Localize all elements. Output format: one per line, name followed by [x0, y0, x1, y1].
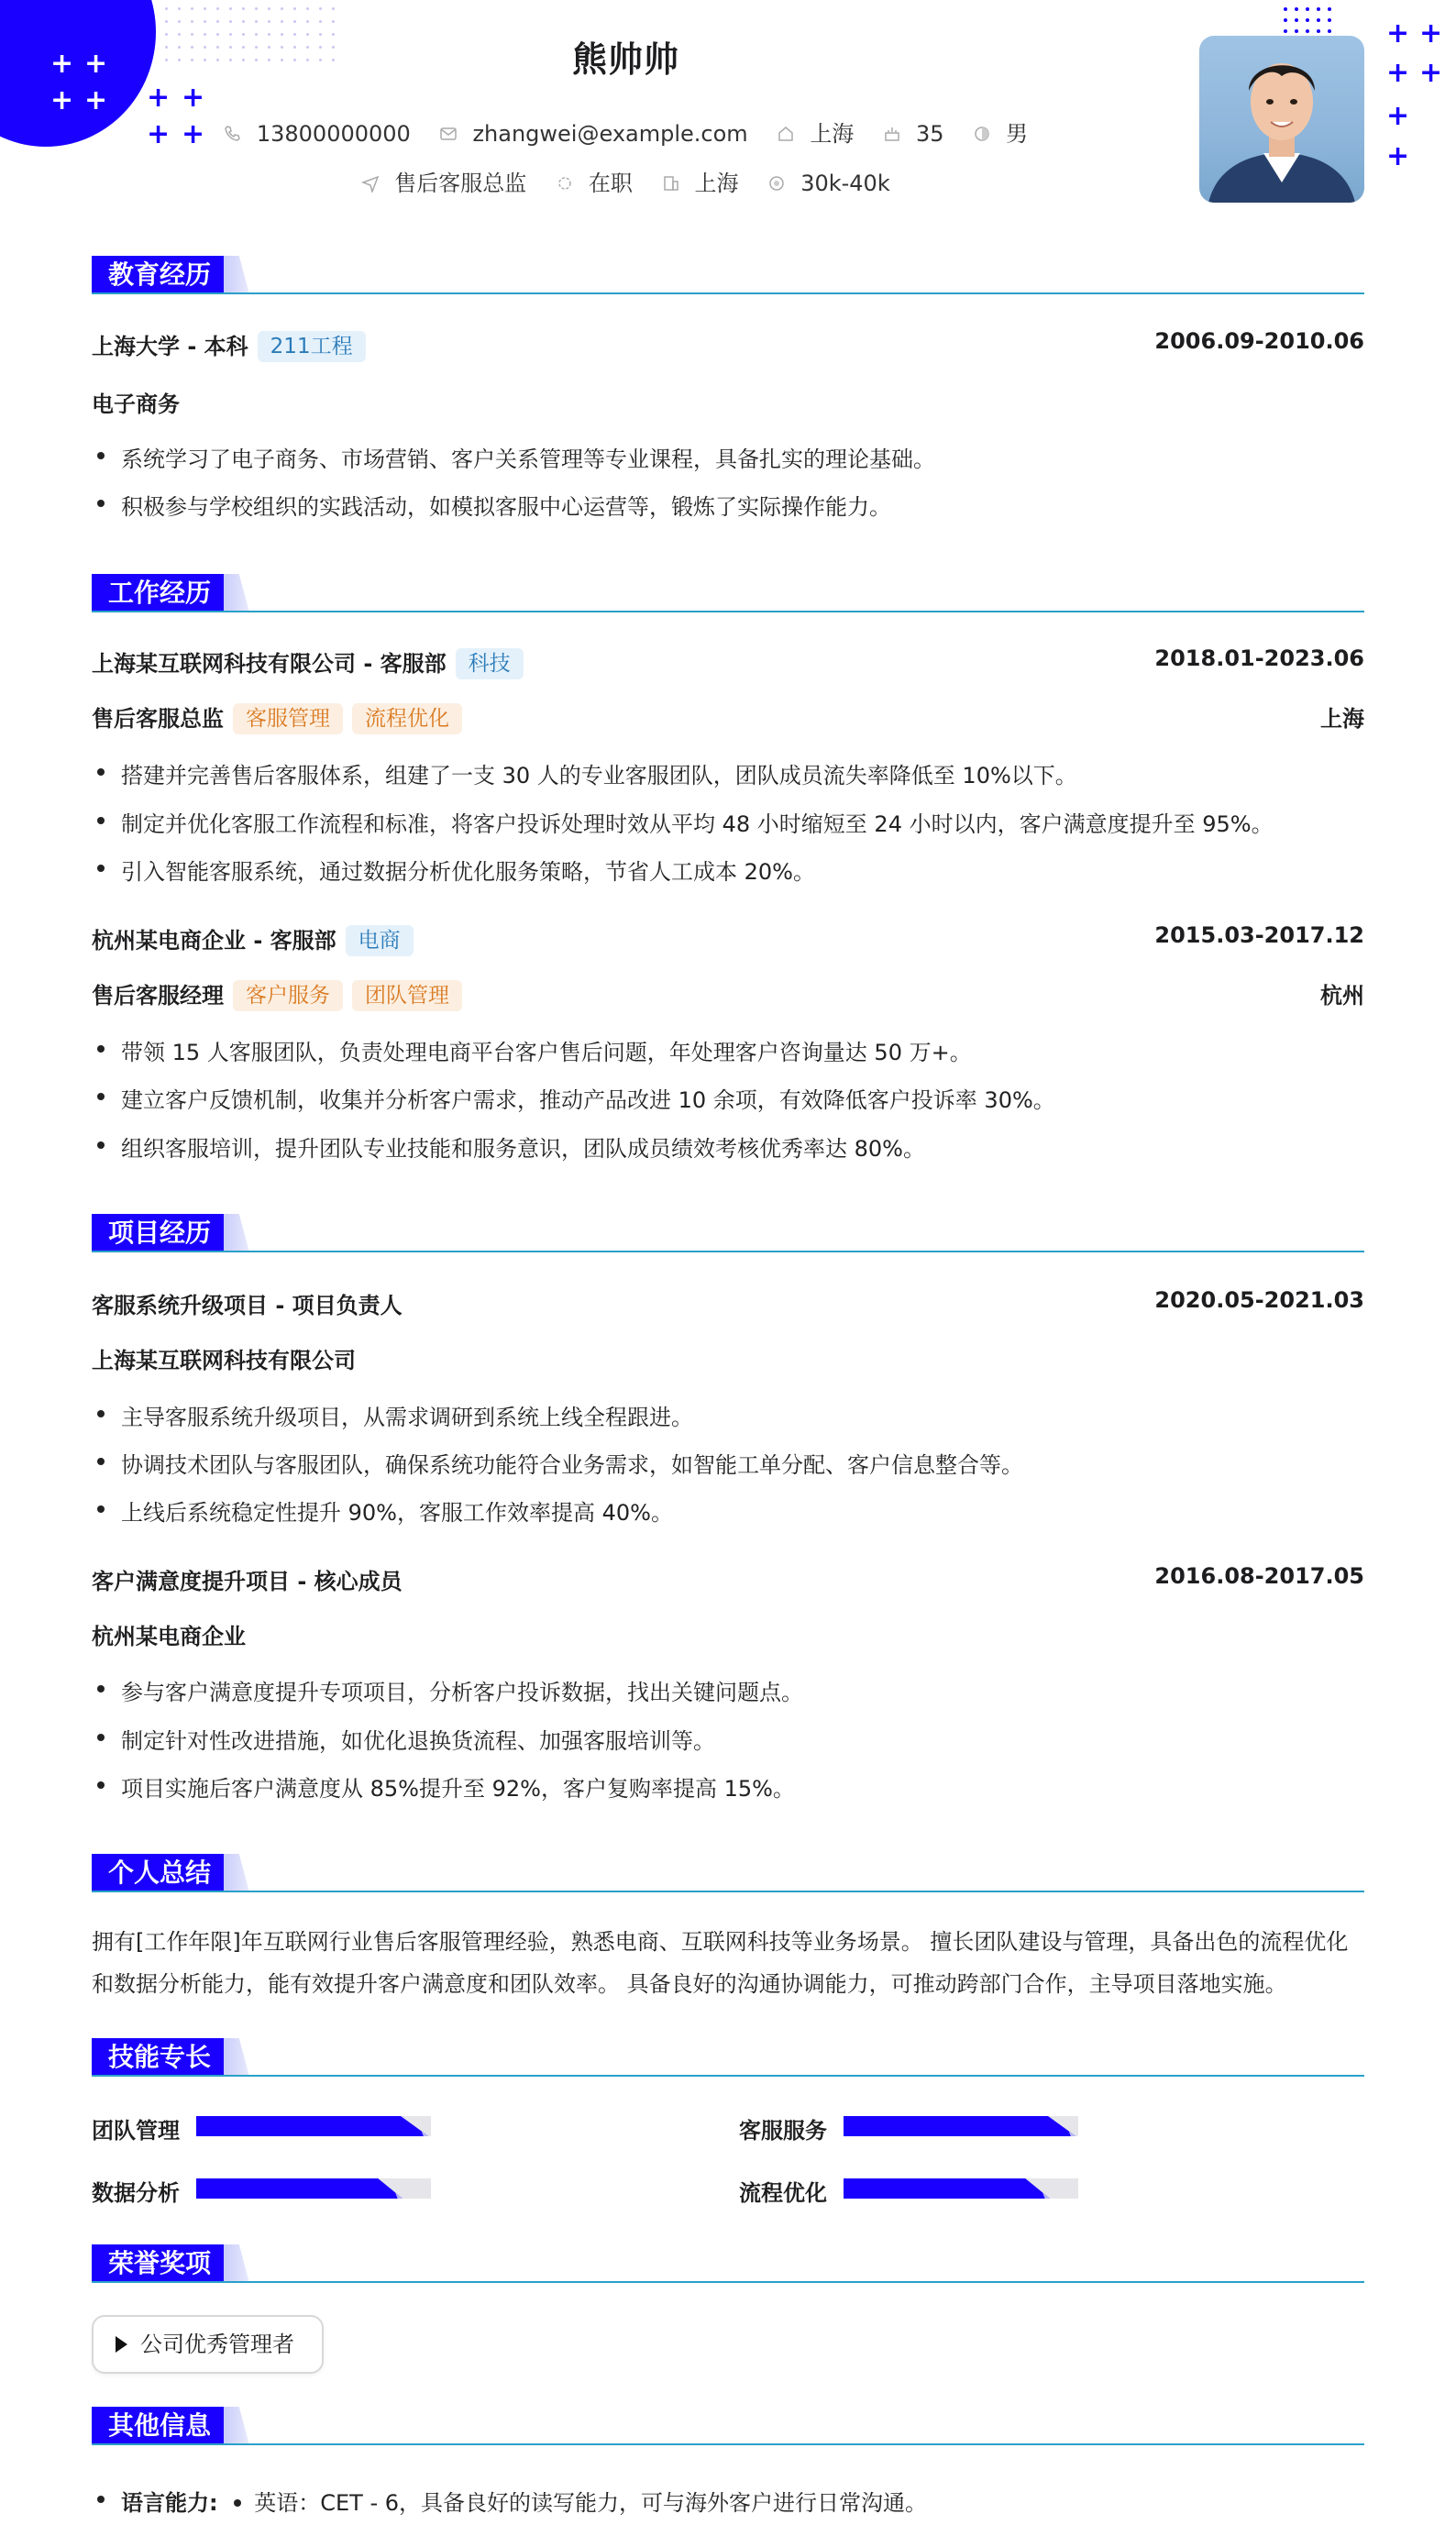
home-icon [777, 125, 795, 143]
list-item: 参与客户满意度提升专项项目，分析客户投诉数据，找出关键问题点。 [92, 1674, 1364, 1706]
company-name: 上海某互联网科技有限公司 - 客服部 [92, 651, 447, 677]
phone-item [224, 121, 411, 147]
project-date: 2016.08-2017.05 [1154, 1563, 1364, 1589]
dot [242, 20, 245, 23]
city-text: 上海 [694, 171, 739, 196]
plus-icon: + [1386, 17, 1410, 50]
dot [1317, 29, 1320, 33]
section-title-tail [224, 256, 249, 294]
section-title: 技能专长 [92, 2038, 227, 2077]
dot [1284, 18, 1287, 22]
status-icon [556, 174, 574, 193]
list-item: 协调技术团队与客服团队，确保系统功能符合业务需求，如智能工单分配、客户信息整合等。 [92, 1447, 1364, 1479]
dot [332, 20, 335, 23]
dot [1295, 7, 1298, 11]
section-title: 个人总结 [92, 1854, 227, 1892]
section-header-skills [92, 2038, 1364, 2084]
dot [1306, 18, 1309, 22]
work-place: 杭州 [1320, 983, 1364, 1009]
list-item: 建立客户反馈机制，收集并分析客户需求，推动产品改进 10 余项，有效降低客户投诉率 30%。 [92, 1082, 1364, 1114]
section-title-tail [224, 2244, 249, 2283]
play-triangle-icon [116, 2336, 127, 2353]
plus-icon: + [1386, 100, 1410, 132]
skill-badge: 团队管理 [352, 980, 462, 1011]
gender-item [973, 116, 1028, 148]
section-divider [92, 292, 1364, 294]
dot [216, 7, 219, 10]
skill-level-fill [196, 2116, 428, 2136]
dot [165, 7, 168, 10]
award-chip [92, 2315, 324, 2374]
location-text: 上海 [810, 121, 855, 147]
dot [306, 7, 309, 10]
plus-icon: + [1386, 140, 1410, 172]
work-entry-header [92, 922, 1364, 956]
send-icon [361, 174, 380, 193]
list-item: 系统学习了电子商务、市场营销、客户关系管理等专业课程，具备扎实的理论基础。 [92, 441, 1364, 473]
education-entry-header [92, 328, 1364, 362]
project-org: 杭州某电商企业 [92, 1624, 246, 1649]
dot [242, 7, 245, 10]
project-date: 2020.05-2021.03 [1154, 1287, 1364, 1313]
dot [319, 7, 322, 10]
dot [268, 20, 270, 23]
dot [204, 7, 206, 10]
plus-icon: + [1419, 57, 1443, 89]
dot [1306, 7, 1309, 11]
dot [165, 20, 168, 23]
education-date: 2006.09-2010.06 [1154, 328, 1364, 354]
skill-level-bar [196, 2116, 431, 2136]
skill-level-fill [844, 2178, 1050, 2199]
section-header-other [92, 2407, 1364, 2453]
dot [255, 20, 258, 23]
dot [1317, 18, 1320, 22]
section-divider [92, 2075, 1364, 2077]
school-name: 上海大学 - 本科 [92, 334, 248, 359]
dot [216, 20, 219, 23]
skill-item [92, 2112, 196, 2145]
dot [293, 20, 296, 23]
dot [178, 20, 181, 23]
section-title: 荣誉奖项 [92, 2244, 227, 2283]
salary-item [767, 171, 890, 196]
candidate-name: 熊帅帅 [571, 39, 679, 80]
project-entry-header [92, 1287, 1364, 1319]
phone-icon [224, 125, 242, 143]
status-item [556, 165, 633, 197]
gender-icon [973, 125, 991, 143]
dot [332, 7, 335, 10]
job-title: 售后客服总监 [394, 171, 527, 196]
list-item: 引入智能客服系统，通过数据分析优化服务策略，节省人工成本 20%。 [92, 854, 1364, 886]
plus-icon: + [1419, 17, 1443, 50]
list-item: 项目实施后客户满意度从 85%提升至 92%，客户复购率提高 15%。 [92, 1770, 1364, 1803]
skill-level-fill [196, 2178, 403, 2199]
other-label: 语言能力: [121, 2490, 218, 2516]
cake-icon [883, 125, 901, 143]
section-title-tail [224, 2038, 249, 2077]
project-org: 上海某互联网科技有限公司 [92, 1348, 356, 1373]
dot [1284, 7, 1287, 11]
plus-icon: + [182, 82, 205, 114]
list-item: 制定针对性改进措施，如优化退换货流程、加强客服培训等。 [92, 1723, 1364, 1755]
skill-level-bar [844, 2116, 1078, 2136]
plus-icon: + [147, 118, 171, 150]
gender-text: 男 [1006, 121, 1029, 147]
section-title: 项目经历 [92, 1214, 227, 1252]
other-value: 英语：CET - 6，具备良好的读写能力，可与海外客户进行日常沟通。 [254, 2490, 928, 2516]
city-item [662, 165, 739, 197]
dot [319, 20, 322, 23]
skill-level-bar [196, 2178, 431, 2199]
plus-icon: + [84, 84, 108, 116]
work-date: 2018.01-2023.06 [1154, 645, 1364, 671]
section-divider [92, 611, 1364, 612]
list-item: 积极参与学校组织的实践活动，如模拟客服中心运营等，锻炼了实际操作能力。 [92, 489, 1364, 521]
section-divider [92, 1891, 1364, 1892]
skill-name: 流程优化 [739, 2180, 827, 2206]
dot [1295, 18, 1298, 22]
section-title: 教育经历 [92, 256, 227, 294]
section-divider [92, 1251, 1364, 1252]
list-item [92, 2485, 1364, 2517]
industry-badge: 电商 [346, 925, 414, 956]
section-title-tail [224, 1214, 249, 1252]
list-item: 上线后系统稳定性提升 90%，客服工作效率提高 40%。 [92, 1494, 1364, 1527]
section-header-education [92, 256, 1364, 302]
plus-icon: + [84, 48, 108, 80]
plus-icon: + [147, 82, 171, 114]
skill-item [739, 2175, 844, 2207]
summary-line: 和数据分析能力，能有效提升客户满意度和团队效率。 具备良好的沟通协调能力，可推动跨部门合作，主导项目落地实施。 [92, 1971, 1287, 1997]
dot [1328, 7, 1331, 11]
company-name: 杭州某电商企业 - 客服部 [92, 928, 336, 954]
work-role-row [92, 977, 1364, 1011]
list-item: 组织客服培训，提升团队专业技能和服务意识，团队成员绩效考核优秀率达 80%。 [92, 1130, 1364, 1163]
skill-item [739, 2112, 844, 2145]
plus-icon: + [50, 48, 74, 80]
summary-line: 拥有[工作年限]年互联网行业售后客服管理经验，熟悉电商、互联网科技等业务场景。 擅长团队建设与管理，具备出色的流程优化 [92, 1929, 1349, 1955]
project-entry-header [92, 1563, 1364, 1595]
salary-text: 30k-40k [800, 171, 890, 196]
work-role-row [92, 700, 1364, 734]
list-item: 制定并优化客服工作流程和标准，将客户投诉处理时效从平均 48 小时缩短至 24 小时以内，客户满意度提升至 95%。 [92, 806, 1364, 838]
section-header-projects [92, 1214, 1364, 1260]
dot [204, 20, 206, 23]
section-divider [92, 2281, 1364, 2283]
work-place: 上海 [1320, 706, 1364, 732]
dot [293, 7, 296, 10]
section-title-tail [224, 1854, 249, 1892]
location-item [777, 116, 854, 148]
dot [281, 20, 283, 23]
school-tag-badge: 211工程 [258, 331, 366, 362]
skill-level-fill [844, 2116, 1075, 2136]
plus-icon: + [50, 84, 74, 116]
dot [229, 7, 232, 10]
list-item: 主导客服系统升级项目，从需求调研到系统上线全程跟进。 [92, 1399, 1364, 1431]
age-text: 35 [915, 121, 944, 147]
section-title-tail [224, 2407, 249, 2445]
contact-row [0, 116, 1252, 148]
dot [281, 7, 283, 10]
skill-badge: 客服管理 [233, 703, 343, 734]
skill-item [92, 2175, 196, 2207]
summary-text [92, 1921, 1364, 2005]
section-header-honors [92, 2244, 1364, 2290]
award-name: 公司优秀管理者 [140, 2332, 294, 2357]
dot [229, 20, 232, 23]
dot [1317, 7, 1320, 11]
skill-badge: 客户服务 [233, 980, 343, 1011]
section-title: 其他信息 [92, 2407, 227, 2445]
project-name: 客服系统升级项目 - 项目负责人 [92, 1293, 403, 1318]
section-header-summary [92, 1854, 1364, 1900]
plus-icon: + [182, 118, 205, 150]
dot [1295, 29, 1298, 33]
dot [191, 7, 193, 10]
list-item: 搭建并完善售后客服体系，组建了一支 30 人的专业客服团队，团队成员流失率降低至 10%以下。 [92, 757, 1364, 789]
work-entry-header [92, 645, 1364, 679]
role-title: 售后客服总监 [92, 706, 224, 732]
dot [306, 20, 309, 23]
dot [1328, 29, 1331, 33]
phone-number: 13800000000 [256, 121, 411, 147]
dot [1306, 29, 1309, 33]
job-item [361, 165, 526, 197]
email-address: zhangwei@example.com [472, 121, 748, 147]
job-row [0, 165, 1252, 197]
dot [255, 7, 258, 10]
dot [178, 7, 181, 10]
section-header-work [92, 574, 1364, 620]
project-name: 客户满意度提升项目 - 核心成员 [92, 1569, 403, 1594]
work-date: 2015.03-2017.12 [1154, 922, 1364, 948]
skill-name: 客服服务 [739, 2118, 827, 2144]
list-item: 带领 15 人客服团队，负责处理电商平台客户售后问题，年处理客户咨询量达 50 万+。 [92, 1034, 1364, 1066]
avatar-illustration [1199, 36, 1364, 203]
dot [268, 7, 270, 10]
section-title: 工作经历 [92, 574, 227, 612]
section-title-tail [224, 574, 249, 612]
money-icon [767, 174, 786, 193]
dot [191, 20, 193, 23]
major: 电子商务 [92, 391, 180, 417]
building-icon [662, 174, 680, 193]
section-divider [92, 2443, 1364, 2445]
status-text: 在职 [588, 171, 633, 196]
industry-badge: 科技 [456, 648, 524, 679]
skill-name: 数据分析 [92, 2180, 180, 2206]
dot [1284, 29, 1287, 33]
profile-photo [1199, 36, 1364, 203]
skill-level-bar [844, 2178, 1078, 2199]
skill-badge: 流程优化 [352, 703, 462, 734]
dot [1328, 18, 1331, 22]
email-item [439, 121, 747, 147]
skill-name: 团队管理 [92, 2118, 180, 2144]
bullet-dot [234, 2499, 241, 2507]
mail-icon [439, 125, 458, 143]
role-title: 售后客服经理 [92, 983, 224, 1009]
age-item [883, 121, 944, 147]
plus-icon: + [1386, 57, 1410, 89]
